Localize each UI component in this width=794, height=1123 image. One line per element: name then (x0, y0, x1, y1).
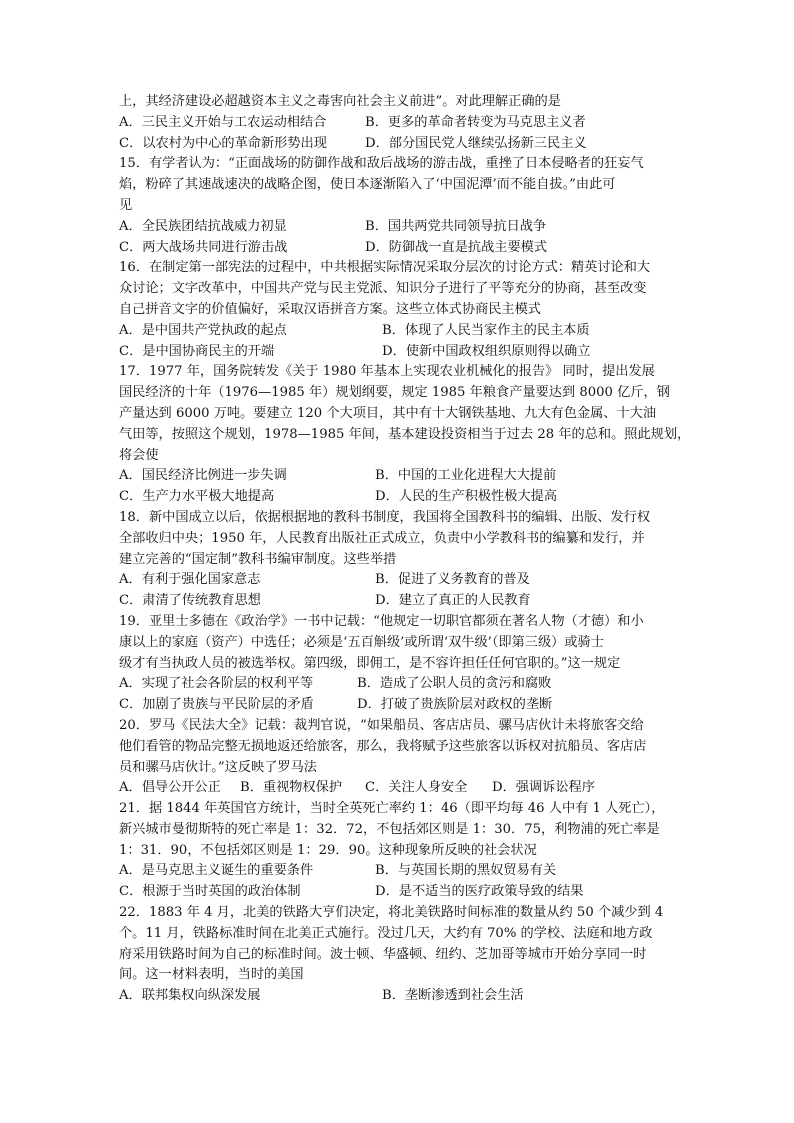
q22-options-row-1 (119, 986, 681, 1007)
q18-stem-line: 建立完善的“国定制”教科书编审制度。这些举措 (119, 551, 397, 567)
q22-option-b[interactable]: B．垄断渗透到社会生活 (382, 988, 524, 1004)
q18-option-b[interactable]: B．促进了义务教育的普及 (375, 572, 530, 588)
q16-option-d[interactable]: D．使新中国政权组织原则得以确立 (382, 343, 591, 359)
q20-option-c[interactable]: C．关注人身安全 (365, 780, 468, 796)
q20-option-d[interactable]: D．强调诉讼程序 (492, 780, 595, 796)
q15-options-row-1 (119, 217, 681, 238)
q17-option-c[interactable]: C．生产力水平极大地提高 (119, 489, 275, 505)
q17-option-a[interactable]: A．国民经济比例进一步失调 (119, 468, 287, 484)
q18-option-d[interactable]: D．建立了真正的人民教育 (375, 593, 531, 609)
q18-stem-line: 全部收归中央；1950 年，人民教育出版社正式成立，负责中小学教科书的编纂和发行，并 (119, 530, 645, 546)
q19-stem-line: 康以上的家庭（资产）中选任；必须是‘五百斛级’或所谓‘双牛级’（即第三级）或骑士 (119, 634, 604, 650)
q14-option-d[interactable]: D．部分国民党人继续弘扬新三民主义 (365, 135, 587, 151)
q19-stem-line: 19．亚里士多德在《政治学》一书中记载：“他规定一切职官都须在著名人物（才德）和小 (119, 613, 644, 629)
q15-stem-line: 焰，粉碎了其速战速决的战略企图，使日本逐渐陷入了‘中国泥潭’而不能自拔。”由此可 (119, 177, 616, 193)
q21-option-b[interactable]: B．与英国长期的黑奴贸易有关 (375, 863, 557, 879)
q22-stem-line: 府采用铁路时间为自己的标准时间。波士顿、华盛顿、纽约、芝加哥等城市开始分享同一时 (119, 946, 647, 962)
q20-stem-line: 20．罗马《民法大全》记载：裁判官说，“如果船员、客店店员、骡马店伙计未将旅客交给 (119, 717, 644, 733)
q15-option-d[interactable]: D．防御战一直是抗战主要模式 (365, 239, 548, 255)
q17-stem-line: 气田等，按照这个规划，1978—1985 年间，基本建设投资相当于过去 28 年的总和。照此规划， (119, 426, 691, 442)
q18-option-a[interactable]: A．有利于强化国家意志 (119, 572, 261, 588)
q17-stem-line: 将会使 (119, 447, 159, 463)
q14-option-c[interactable]: C．以农村为中心的革命新形势出现 (119, 135, 327, 151)
q18-option-c[interactable]: C．肃清了传统教育思想 (119, 593, 261, 609)
q21-option-a[interactable]: A．是马克思主义诞生的重要条件 (119, 863, 314, 879)
q16-options-row-2 (119, 342, 681, 363)
q16-option-b[interactable]: B．体现了人民当家作主的民主本质 (382, 322, 590, 338)
q21-options-row-2 (119, 882, 681, 903)
q15-option-c[interactable]: C．两大战场共同进行游击战 (119, 239, 288, 255)
q16-stem-line: 16．在制定第一部宪法的过程中，中共根据实际情况采取分层次的讨论方式：精英讨论和大 (119, 260, 651, 276)
q19-option-b[interactable]: B．造成了公职人员的贪污和腐败 (357, 676, 552, 692)
q22-stem-line: 间。这一材料表明，当时的美国 (119, 967, 304, 983)
q16-stem-line: 自己拼音文字的价值偏好，采取汉语拼音方案。这些立体式协商民主模式 (119, 301, 541, 317)
q14-options-row-1 (119, 113, 681, 134)
q15-option-a[interactable]: A．全民族团结抗战威力初显 (119, 218, 287, 234)
q20-stem-line: 他们看管的物品完整无损地返还给旅客，那么，我将赋予这些旅客以诉权对抗船员、客店店 (119, 738, 647, 754)
q17-options-row-1 (119, 466, 681, 487)
q21-stem-line: 21．据 1844 年英国官方统计，当时全英死亡率约 1：46（即平均每 46 人中有 1 人死亡）， (119, 801, 665, 817)
q17-stem-line: 17．1977 年，国务院转发《关于 1980 年基本上实现农业机械化的报告》 同时，提出发展 (119, 364, 655, 380)
q15-option-b[interactable]: B．国共两党共同领导抗日战争 (365, 218, 547, 234)
q16-option-a[interactable]: A．是中国共产党执政的起点 (119, 322, 287, 338)
q15-stem-line: 15．有学者认为：“正面战场的防御作战和敌后战场的游击战，重挫了日本侵略者的狂妄气 (119, 156, 644, 172)
q19-option-d[interactable]: D．打破了贵族阶层对政权的垄断 (357, 697, 553, 713)
exam-page (119, 92, 691, 1007)
q21-option-d[interactable]: D．是不适当的医疗政策导致的结果 (375, 884, 584, 900)
q22-option-a[interactable]: A．联邦集权向纵深发展 (119, 988, 261, 1004)
q21-option-c[interactable]: C．根源于当时英国的政治体制 (119, 884, 301, 900)
q20-stem-line: 员和骡马店伙计。”这反映了罗马法 (119, 759, 317, 775)
q15-stem-line: 见 (119, 197, 133, 213)
q17-stem-line: 产量达到 6000 万吨。要建立 120 个大项目，其中有十大钢铁基地、九大有色金属、十大油 (119, 405, 657, 421)
q18-options-row-2 (119, 591, 681, 612)
q17-option-b[interactable]: B．中国的工业化进程大大提前 (375, 468, 557, 484)
q20-option-a[interactable]: A．倡导公开公正 (119, 780, 221, 796)
q15-options-row-2 (119, 238, 681, 259)
q19-stem-line: 级才有当执政人员的被选举权。第四级，即佣工，是不容许担任任何官职的。”这一规定 (119, 655, 621, 671)
q14-option-a[interactable]: A．三民主义开始与工农运动相结合 (119, 114, 327, 130)
q17-stem-line: 国民经济的十年（1976—1985 年）规划纲要，规定 1985 年粮食产量要达到 8000 亿斤，钢 (119, 385, 670, 401)
q16-stem-line: 众讨论；文字改革中，中国共产党与民主党派、知识分子进行了平等充分的协商，甚至改变 (119, 281, 647, 297)
q18-stem-line: 18．新中国成立以后，依据根据地的教科书制度，我国将全国教科书的编辑、出版、发行权 (119, 509, 651, 525)
q22-stem-line: 22．1883 年 4 月，北美的铁路大亨们决定，将北美铁路时间标准的数量从约 50 个减少到 4 (119, 905, 664, 921)
q14-stem-line: 上，其经济建设必超越资本主义之毒害向社会主义前进”。对此理解正确的是 (119, 94, 561, 109)
q17-options-row-2 (119, 487, 681, 508)
q19-option-a[interactable]: A．实现了社会各阶层的权利平等 (119, 676, 314, 692)
q21-stem-line: 1：31．90，不包括郊区则是 1：29．90。这种现象所反映的社会状况 (119, 842, 537, 858)
q16-options-row-1 (119, 321, 681, 342)
q19-options-row-2 (119, 695, 681, 716)
q20-option-b[interactable]: B．重视物权保护 (240, 780, 343, 796)
q21-stem-line: 新兴城市曼彻斯特的死亡率是 1：32．72，不包括郊区则是 1：30．75，利物浦的死亡率是 (119, 821, 660, 837)
q18-options-row-1 (119, 570, 681, 591)
q16-option-c[interactable]: C．是中国协商民主的开端 (119, 343, 275, 359)
q17-option-d[interactable]: D．人民的生产积极性极大提高 (375, 489, 558, 505)
q20-options-row (119, 778, 681, 799)
q21-options-row-1 (119, 861, 681, 882)
q19-options-row-1 (119, 674, 681, 695)
q19-option-c[interactable]: C．加剧了贵族与平民阶层的矛盾 (119, 697, 314, 713)
q14-option-b[interactable]: B．更多的革命者转变为马克思主义者 (365, 114, 586, 130)
q14-options-row-2 (119, 134, 681, 155)
q22-stem-line: 个。11 月，铁路标准时间在北美正式施行。没过几天，大约有 70% 的学校、法庭和地方政 (119, 925, 653, 941)
